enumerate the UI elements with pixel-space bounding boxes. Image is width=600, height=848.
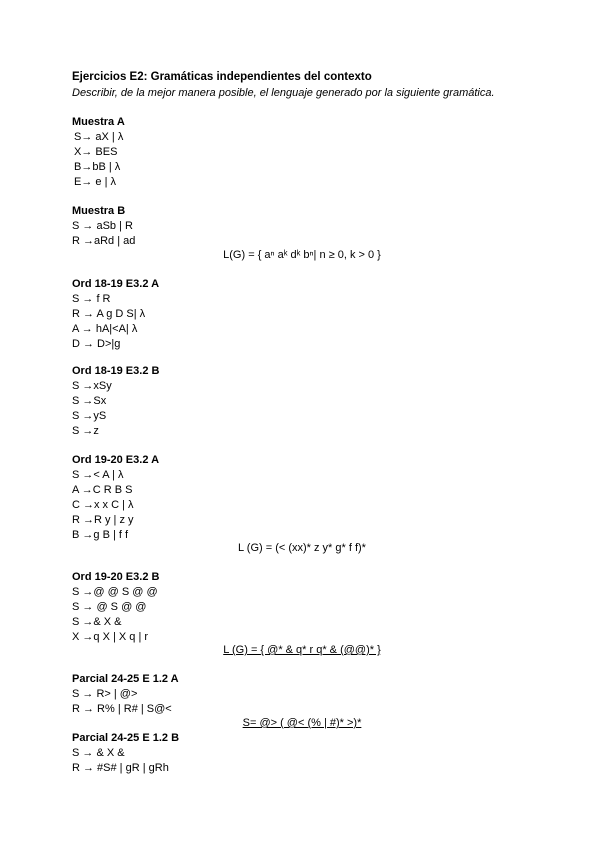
section-muestra-a [72,115,532,190]
section-ord-18-19-a [72,277,532,352]
grammar-rule: B→bB | λ [74,161,121,173]
section-muestra-b [72,204,532,249]
language-text: L (G) = { @* & q* r q* & (@@)* } [223,644,381,656]
grammar-rule: S →Sx [72,395,107,407]
grammar-rule: A → hA|<A| λ [72,323,138,335]
document-subtitle: Describir, de la mejor manera posible, el lenguaje generado por la siguiente gramática. [72,87,495,99]
section-heading: Ord 18-19 E3.2 B [72,365,160,377]
grammar-rule: R →aRd | ad [72,235,136,247]
grammar-rule: S →& X & [72,616,122,628]
section-parcial-a [72,672,532,717]
grammar-rule: D → D>|g [72,338,121,350]
language-definition [72,716,532,731]
grammar-rule: B →g B | f f [72,529,129,541]
grammar-rule: R → A g D S| λ [72,308,146,320]
grammar-rule: R →R y | z y [72,514,134,526]
grammar-rule: X→ BES [74,146,118,158]
section-ord-18-19-b [72,364,532,439]
language-text: S= @> ( @< (% | #)* >)* [242,717,362,729]
grammar-rule: S → aSb | R [72,220,133,232]
section-heading: Parcial 24-25 E 1.2 A [72,673,179,685]
grammar-rule: X →q X | X q | r [72,631,149,643]
section-ord-19-20-b [72,570,532,645]
section-heading: Muestra B [72,205,126,217]
section-heading: Ord 19-20 E3.2 B [72,571,160,583]
grammar-rule: S →z [72,425,99,437]
section-heading: Parcial 24-25 E 1.2 B [72,732,180,744]
grammar-rule: S →yS [72,410,107,422]
grammar-rule: S → R> | @> [72,688,138,700]
grammar-rule: R → #S# | gR | gRh [72,762,169,774]
grammar-rule: E→ e | λ [74,176,116,188]
section-ord-19-20-a [72,453,532,543]
grammar-rule: C →x x C | λ [72,499,134,511]
section-parcial-b [72,731,532,776]
section-heading: Muestra A [72,116,125,128]
grammar-rule: S→ aX | λ [74,131,124,143]
grammar-rule: S →@ @ S @ @ [72,586,158,598]
grammar-rule: R → R% | R# | S@< [72,703,172,715]
language-definition: L(G) = { aⁿ aᵏ dᵏ bⁿ| n ≥ 0, k > 0 } [223,249,381,261]
grammar-rule: S →xSy [72,380,112,392]
grammar-rule: S → @ S @ @ [72,601,147,613]
grammar-rule: S → & X & [72,747,125,759]
section-heading: Ord 18-19 E3.2 A [72,278,160,290]
document-title: Ejercicios E2: Gramáticas independientes del contexto [72,71,372,83]
section-heading: Ord 19-20 E3.2 A [72,454,160,466]
grammar-rule: A →C R B S [72,484,133,496]
grammar-rule: S → f R [72,293,111,305]
language-definition [72,643,532,658]
grammar-rule: S →< A | λ [72,469,124,481]
language-definition: L (G) = (< (xx)* z y* g* f f)* [238,542,366,554]
